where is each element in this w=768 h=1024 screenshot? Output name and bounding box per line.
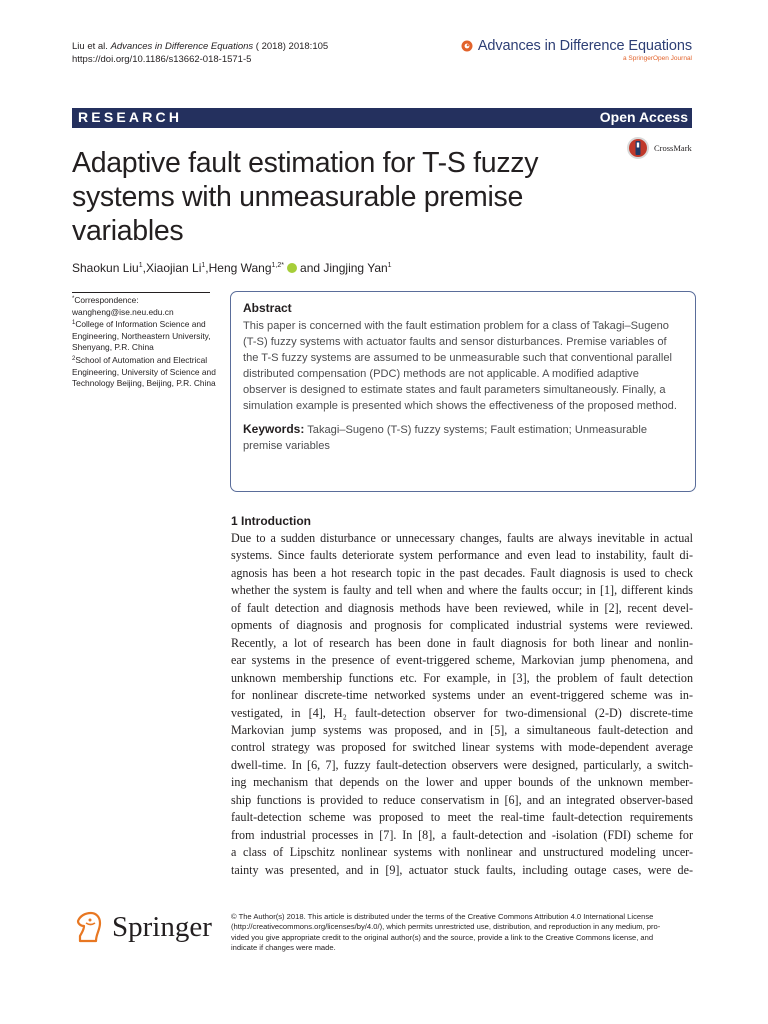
author-list: Shaokun Liu$^1$ , Xiaojian Li$^1$ , Heng Wang$^{1,2*}$ and Jingjing Yan$^1$ xyxy=(72,261,392,275)
doi-link[interactable]: https://doi.org/10.1186/s13662-018-1571-5 xyxy=(72,54,252,65)
author-2[interactable]: Xiaojian Li$^1$ xyxy=(145,261,206,275)
body-line: systems. Since faults deteriorate system performance and even lead to instability, fault di- xyxy=(231,548,693,563)
body-line: ear systems in the presence of event-triggered scheme, Markovian jump phenomena, and xyxy=(231,653,693,668)
journal-brand[interactable] xyxy=(461,38,692,62)
body-line: control strategy was proposed for switched linear systems with mode-dependent average xyxy=(231,740,693,755)
article-title: Adaptive fault estimation for T-S fuzzy systems with unmeasurable premise variables xyxy=(72,147,539,247)
body-line: opments of diagnosis and prognosis for complicated industrial systems were reviewed. xyxy=(231,618,693,633)
running-header xyxy=(72,40,328,66)
body-line: Markovian jump systems was proposed, and in [5], a simultaneous fault-detection and xyxy=(231,722,693,737)
body-line: tainty was presented, and in [9], actuator stuck faults, including outage cases, were de- xyxy=(231,862,693,877)
abstract-text: This paper is concerned with the fault estimation problem for a class of Takagi–Sugeno (T-S) fuzzy systems with actuator faults and sensor disturbances. Premise variables of the T-S fuzzy systems are assumed to be unmeasurable such that conventional parallel distributed compensation (PDC) methods are not applicable. A modified adaptive observer is designed to estimate states and fault parameters simultaneously. Finally, a simulation example is presented which shows the effectiveness of the proposed method. xyxy=(243,320,677,412)
author-3[interactable]: Heng Wang$^{1,2*}$ xyxy=(208,261,285,275)
body-line: dwell-time. In [6, 7], fuzzy fault-detection observers were designed, particularly, a switch- xyxy=(231,757,693,772)
introduction-heading: 1 Introduction xyxy=(231,514,311,528)
affiliations: *Correspondence: wangheng@ise.neu.edu.cn $^1$College of Information Science and Engineering, Northeastern University, Shenyang, P.R. China $^2$School of Automation and Electrical Engineering, University of Science and Technology Beijing, Beijing, P.R. China xyxy=(72,295,216,389)
body-line: of fault detection and diagnosis methods have been reviewed, while in [2], recent devel- xyxy=(231,600,693,615)
body-line: ing mechanism that depends on the lower and upper bounds of the unknown member- xyxy=(231,775,693,790)
citation-journal: Advances in Difference Equations xyxy=(110,41,254,52)
citation-year: ( 2018) xyxy=(255,41,286,52)
springer-knight-icon xyxy=(72,910,106,944)
journal-name: Advances in Difference Equations xyxy=(477,38,692,54)
body-line: a class of Lipschitz nonlinear systems with nonlinear and unstructured modeling uncer- xyxy=(231,845,693,860)
abstract-heading: Abstract xyxy=(243,301,292,315)
springeropen-logo-icon xyxy=(461,40,473,52)
license-line: indicate if changes were made. xyxy=(231,942,336,952)
keywords-text: Takagi–Sugeno (T-S) fuzzy systems; Fault estimation; Unmeasurable premise variables xyxy=(243,424,647,453)
body-line: unknown membership functions etc. For example, in [3], the problem of fault detection xyxy=(231,670,693,685)
body-line: vestigated, in [4], H₂ fault-detection observer for two-dimensional (2-D) discrete-time xyxy=(231,705,693,720)
body-line: whether the system is faulty and tell when and where the faults occur; in [1], different kinds xyxy=(231,583,693,598)
abstract-box xyxy=(230,291,696,492)
author-1[interactable]: Shaokun Liu$^1$ xyxy=(72,261,143,275)
crossmark-badge[interactable] xyxy=(626,136,692,160)
license-line: (http://creativecommons.org/licenses/by/4.0/), which permits unrestricted use, distribution, and reproduction in any medium, pro- xyxy=(231,922,661,932)
citation-id: 2018:105 xyxy=(288,41,329,52)
license-line: © The Author(s) 2018. This article is distributed under the terms of the Creative Commons Attribution 4.0 International License xyxy=(231,912,654,921)
open-access-label: Open Access xyxy=(599,109,688,125)
crossmark-icon xyxy=(626,136,650,160)
correspondence-email[interactable]: wangheng@ise.neu.edu.cn xyxy=(72,306,174,317)
license-notice xyxy=(231,912,693,953)
crossmark-label: CrossMark xyxy=(654,143,692,153)
keywords-label: Keywords: xyxy=(243,422,305,437)
body-line: ship functions is provided to reduce conservatism in [6], and an integrated observer-based xyxy=(231,792,693,807)
journal-tagline: a SpringerOpen Journal xyxy=(622,55,692,62)
body-line: Due to a sudden disturbance or unnecessary changes, faults are always inevitable in actual xyxy=(231,531,693,545)
springer-logo xyxy=(72,910,212,944)
author-4[interactable]: Jingjing Yan$^1$ xyxy=(323,261,392,275)
citation-authors: Liu et al. xyxy=(72,41,108,52)
authors-and: and xyxy=(300,261,321,275)
affiliation-1: College of Information Science and Engineering, Northeastern University, Shenyang, P.R. China xyxy=(72,319,211,353)
keywords xyxy=(243,422,683,455)
section-label: RESEARCH xyxy=(78,109,183,125)
introduction-body xyxy=(231,530,693,879)
license-line: vided you give appropriate credit to the original author(s) and the source, provide a link to the Creative Commons license, and xyxy=(231,932,654,942)
body-line: agnosis has been a hot research topic in the past decades. Fault diagnosis is used to check xyxy=(231,565,693,580)
body-line: Recently, a lot of research has been done in fault diagnosis for both linear and nonlin- xyxy=(231,635,693,650)
body-line: fault-detection scheme was proposed to meet the real-time fault-detection requirements xyxy=(231,810,693,825)
body-line: for nonlinear discrete-time networked systems under an event-triggered scheme was in- xyxy=(231,688,693,703)
correspondence-label: Correspondence: xyxy=(74,295,139,305)
orcid-icon[interactable] xyxy=(287,263,297,273)
citation-line xyxy=(72,40,328,53)
article-type-banner xyxy=(72,108,692,128)
publisher-name: Springer xyxy=(112,910,212,943)
affiliation-2: School of Automation and Electrical Engineering, University of Science and Technology Beijing, Beijing, P.R. China xyxy=(72,354,216,389)
body-line: from industrial processes in [7]. In [8], a fault-detection and -isolation (FDI) scheme for xyxy=(231,827,693,842)
